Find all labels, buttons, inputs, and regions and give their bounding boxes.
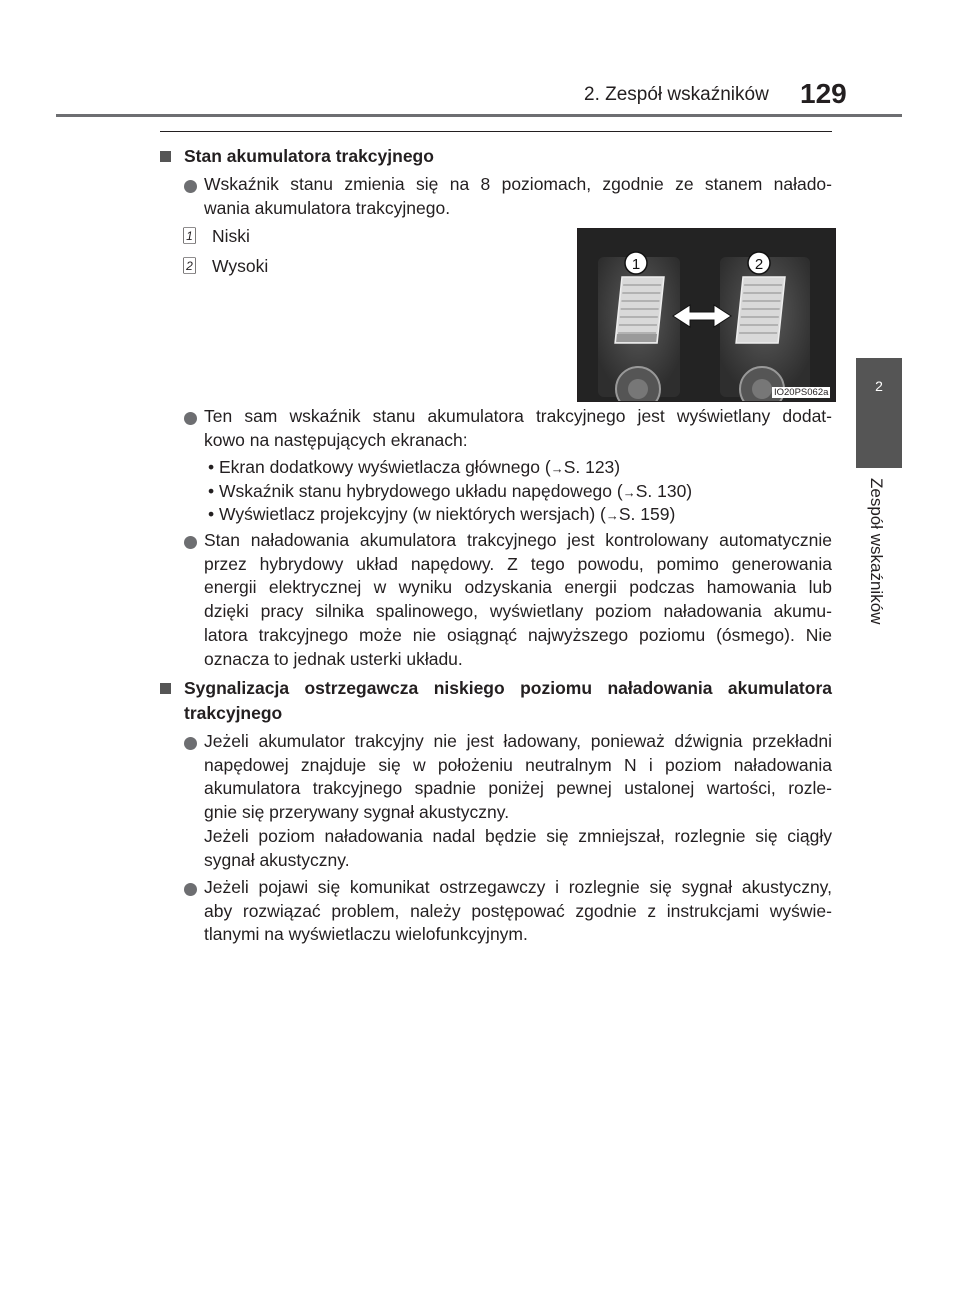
heading-square-icon [160, 151, 171, 162]
page-number: 129 [800, 78, 847, 109]
header-divider [56, 114, 902, 117]
bullet-dot-icon [184, 883, 197, 896]
callout-1-label: 1 [631, 256, 641, 273]
chapter-title: 2. Zespół wskaźników [584, 84, 769, 105]
battery-indicator-illustration [578, 229, 835, 401]
text-line: oznacza to jednak usterki układu. [204, 648, 463, 669]
heading-line: trakcyjnego [184, 703, 283, 723]
number-1-icon [183, 227, 196, 244]
page-reference-link[interactable]: S. 159) [618, 504, 676, 524]
bullet-dot-icon [184, 412, 197, 425]
side-tab-label: Zespół wskaźników [867, 478, 886, 625]
list-item [208, 503, 675, 527]
list-item [208, 456, 620, 480]
number-badge-label: 1 [186, 229, 193, 243]
text-line: aby rozwiązać problem, należy postępować zgodnie z instrukcjami wyświe- [204, 900, 832, 921]
text-line: tlanymi na wyświetlaczu wielofunkcyjnym. [204, 924, 528, 945]
text-line: Ten sam wskaźnik stanu akumulatora trakcyjnego jest wyświetlany dodat- [204, 406, 832, 426]
item-label-high: Wysoki [212, 256, 269, 276]
paragraph-neutral-warning [204, 730, 832, 872]
section-heading-low-charge-warning [184, 676, 832, 726]
list-item-text: • Wskaźnik stanu hybrydowego układu napędowego ( [208, 481, 623, 501]
bullet-dot-icon [184, 737, 197, 750]
battery-indicator-figure [577, 228, 836, 402]
text-line: wania akumulatora trakcyjnego. [204, 197, 451, 218]
page-reference-link[interactable]: S. 123) [563, 457, 621, 477]
list-item-text: • Wyświetlacz projekcyjny (w niektórych wersjach) ( [208, 504, 606, 524]
paragraph-additional-screens [204, 405, 832, 452]
section-divider [160, 131, 832, 132]
text-line: przez hybrydowy układ napędowy. Z tego powodu, pomimo generowania [204, 553, 832, 574]
arrow-icon: → [622, 485, 636, 500]
figure-code: IO20PS062a [774, 387, 829, 398]
text-line: akumulatora trakcyjnego spadnie poniżej pewnej ustalonej wartości, rozle- [204, 778, 832, 799]
side-tab-number: 2 [875, 378, 883, 394]
list-item-text: • Ekran dodatkowy wyświetlacza głównego ( [208, 457, 551, 477]
arrow-icon: → [605, 508, 619, 523]
heading-square-icon [160, 683, 171, 694]
arrow-icon: → [550, 461, 564, 476]
section-heading-battery-state: Stan akumulatora trakcyjnego [184, 146, 434, 166]
text-line: energii elektrycznej w wyniku odzyskania energii podczas hamowania lub [204, 577, 832, 598]
chapter-side-tab[interactable] [856, 358, 902, 468]
bullet-dot-icon [184, 180, 197, 193]
number-2-icon [183, 257, 196, 274]
paragraph-warning-message [204, 876, 832, 947]
text-line: dzięki pracy silnika spalinowego, wyświetlany poziom naładowania akumu- [204, 601, 832, 622]
text-line: Wskaźnik stanu zmienia się na 8 poziomach, zgodnie ze stanem nałado- [204, 174, 832, 194]
item-label-low: Niski [212, 226, 250, 246]
text-line: Jeżeli poziom naładowania nadal będzie się zmniejszał, rozlegnie się ciągły [204, 825, 832, 846]
text-line: sygnał akustyczny. [204, 849, 350, 870]
text-line: Stan naładowania akumulatora trakcyjnego jest kontrolowany automatycznie [204, 530, 832, 550]
callout-2-label: 2 [754, 256, 764, 273]
text-line: kowo na następujących ekranach: [204, 429, 468, 450]
text-line: Jeżeli pojawi się komunikat ostrzegawczy i rozlegnie się sygnał akustyczny, [204, 877, 832, 897]
paragraph-indicator-levels [204, 173, 832, 220]
page-reference-link[interactable]: S. 130) [635, 481, 693, 501]
text-line: gnie się przerywany sygnał akustyczny. [204, 802, 510, 823]
heading-line: Sygnalizacja ostrzegawcza niskiego poziomu naładowania akumulatora [184, 678, 832, 698]
paragraph-charge-control [204, 529, 832, 671]
text-line: latora trakcyjnego może nie osiągnąć najwyższego poziomu (ósmego). Nie [204, 624, 832, 645]
text-line: Jeżeli akumulator trakcyjny nie jest ładowany, ponieważ dźwignia przekładni [204, 731, 832, 751]
text-line: napędowej znajduje się w położeniu neutralnym N i poziom naładowania [204, 754, 832, 775]
bullet-dot-icon [184, 536, 197, 549]
list-item [208, 480, 692, 504]
number-badge-label: 2 [186, 259, 193, 273]
